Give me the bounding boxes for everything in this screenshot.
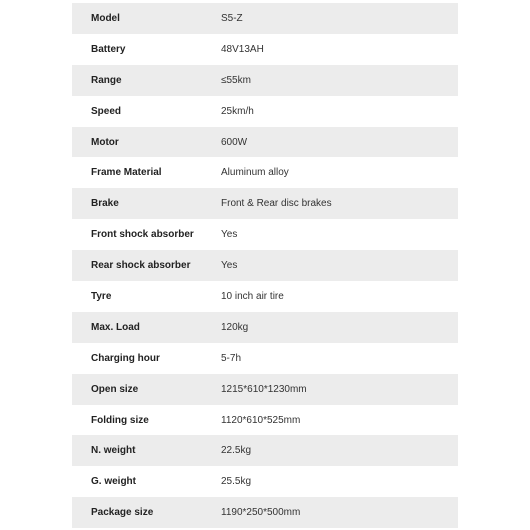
spec-value: 5-7h [221,352,242,364]
spec-label: N. weight [91,445,136,457]
spec-row-gross-weight [72,466,458,497]
spec-label: Brake [91,198,119,210]
spec-value: Aluminum alloy [221,167,289,179]
spec-value: 22.5kg [221,445,252,457]
spec-value: Yes [221,229,238,241]
spec-value: 600W [221,136,248,148]
spec-label: Open size [91,383,139,395]
spec-row-open-size [72,374,458,405]
spec-row-model [72,3,458,34]
spec-label: Range [91,74,122,86]
spec-value: S5-Z [221,12,243,24]
spec-label: Package size [91,507,154,519]
spec-row-max-load [72,312,458,343]
spec-row-range [72,65,458,96]
spec-table [72,3,458,528]
spec-value: Front & Rear disc brakes [221,198,332,210]
spec-label: Motor [91,136,119,148]
spec-row-frame-material [72,157,458,188]
spec-label: Battery [91,43,126,55]
spec-row-charging-hour [72,343,458,374]
spec-row-battery [72,34,458,65]
spec-row-net-weight [72,435,458,466]
spec-row-tyre [72,281,458,312]
spec-label: Frame Material [91,167,162,179]
spec-label: Front shock absorber [91,229,194,241]
spec-value: 25.5kg [221,476,252,488]
spec-label: Speed [91,105,122,117]
spec-value: ≤55km [221,74,251,86]
spec-row-rear-shock [72,250,458,281]
spec-label: Model [91,12,120,24]
spec-value: Yes [221,260,238,272]
spec-label: Rear shock absorber [91,260,191,272]
spec-value: 1190*250*500mm [221,507,301,519]
spec-value: 120kg [221,321,249,333]
spec-row-speed [72,96,458,127]
spec-value: 10 inch air tire [221,290,284,302]
spec-row-brake [72,188,458,219]
spec-label: Charging hour [91,352,160,364]
spec-label: Tyre [91,290,112,302]
spec-row-motor [72,127,458,158]
spec-label: Folding size [91,414,149,426]
spec-value: 1215*610*1230mm [221,383,307,395]
spec-row-front-shock [72,219,458,250]
spec-value: 1120*610*525mm [221,414,301,426]
spec-row-folding-size [72,405,458,436]
spec-label: G. weight [91,476,136,488]
spec-row-package-size [72,497,458,528]
spec-value: 48V13AH [221,43,264,55]
spec-label: Max. Load [91,321,140,333]
spec-value: 25km/h [221,105,254,117]
